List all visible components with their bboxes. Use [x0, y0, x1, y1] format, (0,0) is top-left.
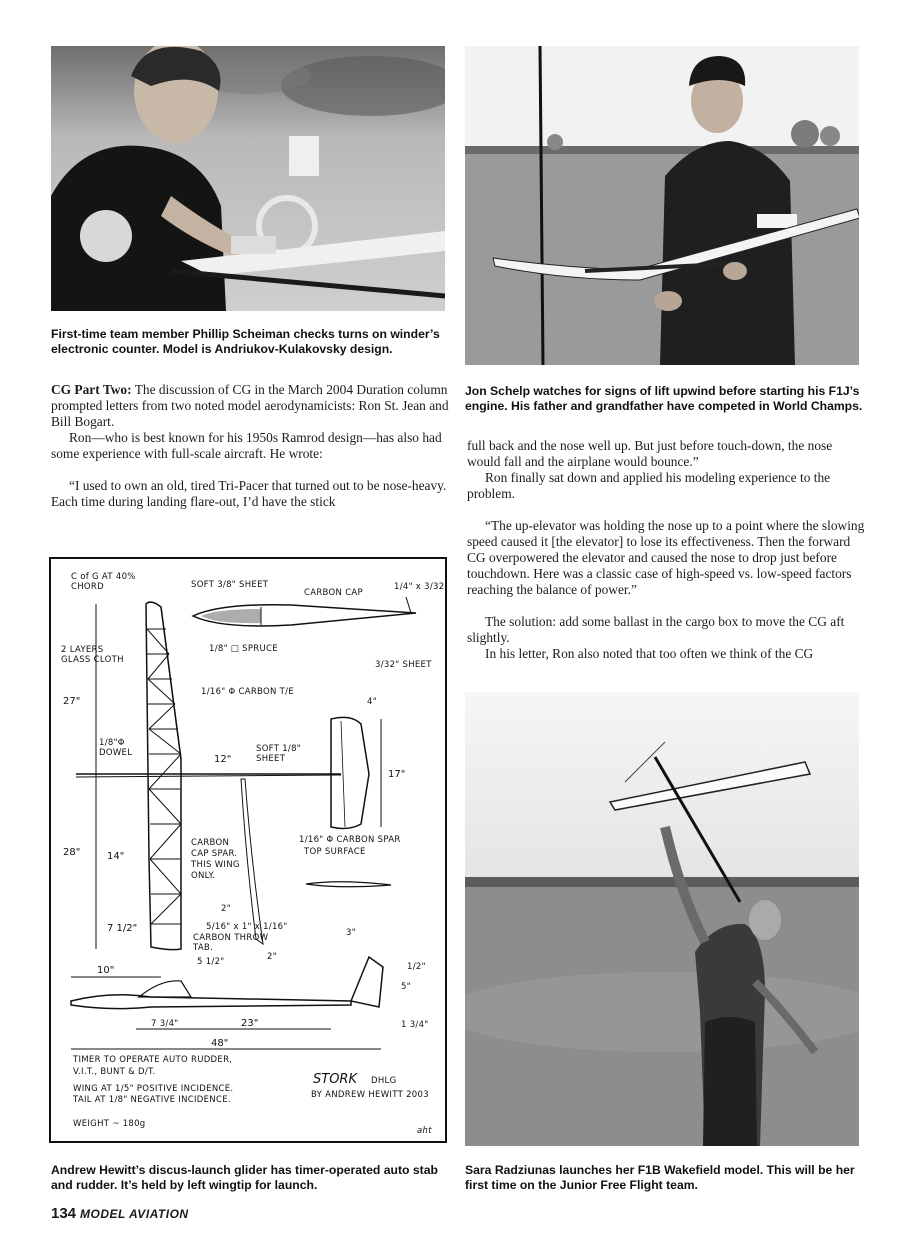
photo-jon-schelp — [465, 46, 859, 365]
label-dim-2b: 2" — [267, 952, 277, 962]
label-weight: WEIGHT ~ 180g — [73, 1119, 146, 1129]
label-initials: aht — [417, 1126, 432, 1136]
article-col2-p4: The solution: add some ballast in the cargo box to move the CG aft slightly. — [467, 614, 845, 645]
label-span-28: 28" — [63, 847, 81, 858]
label-span-27: 27" — [63, 696, 81, 707]
label-soft18-line2: SHEET — [256, 754, 286, 764]
label-glass-line1: 2 LAYERS — [61, 645, 104, 655]
label-glass-line2: GLASS CLOTH — [61, 655, 124, 665]
article-lead-in: CG Part Two: — [51, 382, 132, 397]
label-dim-5: 5" — [401, 982, 411, 992]
article-col2-p2: Ron finally sat down and applied his modeling experience to the problem. — [467, 470, 831, 501]
label-dim-3: 3" — [346, 928, 356, 938]
label-design-type: DHLG — [371, 1076, 397, 1086]
label-throw-line3: TAB. — [193, 943, 214, 953]
label-timer-line1: TIMER TO OPERATE AUTO RUDDER, — [73, 1055, 233, 1065]
label-dim-17: 17" — [388, 769, 406, 780]
label-sheet-332: 3/32" SHEET — [375, 660, 432, 670]
article-col1-p2: Ron—who is best known for his 1950s Ramrod design—has also had some experience with full-scale aircraft. He wrote: — [51, 430, 442, 461]
article-column-1 — [51, 382, 449, 510]
label-dim-14: 14" — [107, 851, 125, 862]
label-dim-7-34: 7 3/4" — [151, 1019, 179, 1029]
label-dim-2a: 2" — [221, 904, 231, 914]
label-dim-10: 10" — [97, 965, 115, 976]
article-col1-p1 — [51, 382, 449, 430]
label-dim-12: 12" — [214, 754, 232, 765]
label-carbon-spar-line1: 1/16" Φ CARBON SPAR — [299, 835, 401, 845]
article-col2-p3: “The up-elevator was holding the nose up to a point where the slowing speed caused it [the elevator] to lose its effectiveness. Then the forward CG overpowered the elevator and caused the nose to drop just before touchdown. Here was a classic case of high-speed vs. low-speed factors reaching the balance of power.” — [467, 518, 865, 597]
label-soft18-line1: SOFT 1/8" — [256, 744, 302, 754]
caption-top-right: Jon Schelp watches for signs of lift upwind before starting his F1J’s engine. His father and grandfather have competed in World Champs. — [465, 384, 863, 413]
label-carbon-cap: CARBON CAP — [304, 588, 363, 598]
label-soft-sheet: SOFT 3/8" SHEET — [191, 580, 269, 590]
caption-bottom-right: Sara Radziunas launches her F1B Wakefield model. This will be her first time on the Junior Free Flight team. — [465, 1163, 855, 1192]
label-capspar-line1: CARBON — [191, 838, 230, 848]
label-wing-incidence: WING AT 1/5" POSITIVE INCIDENCE. — [73, 1084, 234, 1094]
label-dim-7half: 7 1/2" — [107, 923, 138, 934]
label-capspar-line2: CAP SPAR. — [191, 849, 238, 859]
label-dowel-line1: 1/8"Φ — [99, 738, 125, 748]
article-col1-p1-text: The discussion of CG in the March 2004 Duration column prompted letters from two noted model aerodynamicists: Ron St. Jean and Bill Bogart. — [51, 382, 449, 429]
article-col1-p3: “I used to own an old, tired Tri-Pacer that turned out to be nose-heavy. Each time during landing flare-out, I’d have the stick — [51, 478, 447, 509]
caption-diagram: Andrew Hewitt’s discus-launch glider has timer-operated auto stab and rudder. It’s held by left wingtip for launch. — [51, 1163, 438, 1192]
magazine-name: MODEL AVIATION — [80, 1207, 189, 1221]
label-dim-5half: 5 1/2" — [197, 957, 225, 967]
label-timer-line2: V.I.T., BUNT & D/T. — [73, 1067, 156, 1077]
label-dowel-line2: DOWEL — [99, 748, 133, 758]
label-throw-line1: 5/16" x 1" x 1/16" — [206, 922, 288, 932]
label-carbon-spar-line2: TOP SURFACE — [304, 847, 366, 857]
label-cg-line2: CHORD — [71, 582, 104, 592]
label-cap-dims: 1/4" x 3/32" — [394, 582, 445, 592]
label-dim-4: 4" — [367, 697, 377, 707]
label-carbon-tube: 1/16" Φ CARBON T/E — [201, 687, 295, 697]
label-dim-23: 23" — [241, 1018, 259, 1029]
label-dim-half: 1/2" — [407, 962, 426, 972]
photo-phillip-scheiman — [51, 46, 445, 311]
article-column-2 — [467, 438, 865, 662]
stork-dhlg-plan-drawing — [49, 557, 447, 1143]
label-dim-48: 48" — [211, 1038, 229, 1049]
label-cg-line1: C of G AT 40% — [71, 572, 136, 582]
photo-sara-radziunas — [465, 692, 859, 1146]
label-capspar-line4: ONLY. — [191, 871, 216, 881]
label-design-name: STORK — [313, 1072, 357, 1087]
label-dim-1-34: 1 3/4" — [401, 1020, 429, 1030]
label-tail-incidence: TAIL AT 1/8" NEGATIVE INCIDENCE. — [73, 1095, 231, 1105]
article-col2-p1: full back and the nose well up. But just before touch-down, the nose would fall and the airplane would bounce.” — [467, 438, 833, 469]
caption-top-left: First-time team member Phillip Scheiman checks turns on winder’s electronic counter. Model is Andriukov-Kulakovsky design. — [51, 327, 440, 356]
page-folio — [51, 1205, 189, 1222]
label-author: BY ANDREW HEWITT 2003 — [311, 1090, 429, 1100]
label-capspar-line3: THIS WING — [191, 860, 240, 870]
page-number: 134 — [51, 1205, 77, 1222]
article-col2-p5: In his letter, Ron also noted that too often we think of the CG — [485, 646, 814, 661]
label-throw-line2: CARBON THROW — [193, 933, 269, 943]
label-spruce: 1/8" □ SPRUCE — [209, 644, 278, 654]
